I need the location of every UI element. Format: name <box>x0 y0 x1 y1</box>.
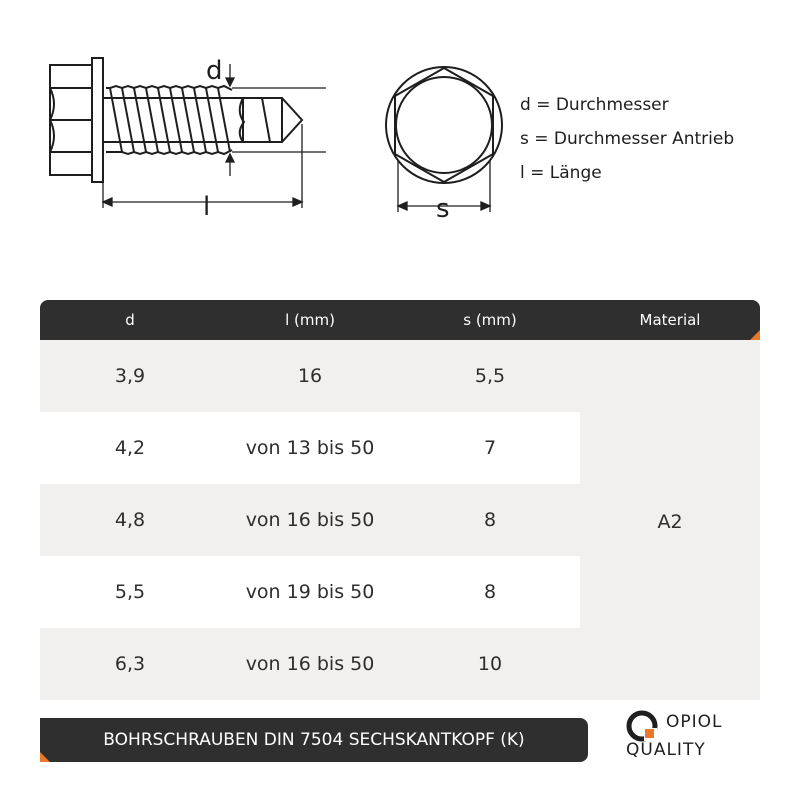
table-row <box>40 628 580 700</box>
product-title: BOHRSCHRAUBEN DIN 7504 SECHSKANTKOPF (K) <box>103 730 525 750</box>
cell-d: 4,8 <box>114 509 146 531</box>
table-row <box>40 484 580 556</box>
spec-table <box>40 300 760 675</box>
cell-d: 4,2 <box>114 437 146 459</box>
legend <box>520 88 734 190</box>
table-row <box>40 340 580 412</box>
table-row <box>40 412 580 484</box>
drill-tip <box>243 98 302 142</box>
dim-label-l: l <box>203 192 211 222</box>
material-value: A2 <box>657 511 683 533</box>
cell-l: von 16 bis 50 <box>245 509 375 531</box>
header-s: s (mm) <box>463 311 517 329</box>
brand-name: OPIOL <box>666 712 723 732</box>
legend-item-s: s = Durchmesser Antrieb <box>520 129 735 149</box>
cell-l: von 16 bis 50 <box>245 653 375 675</box>
legend-item-d: d = Durchmesser <box>520 95 669 115</box>
cell-l: von 13 bis 50 <box>245 437 375 459</box>
legend-item-l: l = Länge <box>520 163 602 183</box>
cell-s: 5,5 <box>474 365 506 387</box>
cell-s: 8 <box>483 509 497 531</box>
cell-d: 3,9 <box>114 365 146 387</box>
cell-s: 7 <box>483 437 497 459</box>
cell-s: 8 <box>483 581 497 603</box>
table-header <box>40 300 760 340</box>
header-d: d <box>125 311 135 329</box>
screw-head-top <box>386 67 502 183</box>
opiol-logo-icon <box>626 710 660 744</box>
cell-d: 5,5 <box>114 581 146 603</box>
cell-l: von 19 bis 50 <box>245 581 375 603</box>
hex-outline <box>395 68 493 182</box>
product-title-bar <box>40 718 588 762</box>
header-l: l (mm) <box>285 311 335 329</box>
brand-tagline: QUALITY <box>626 740 706 760</box>
cell-l: 16 <box>297 365 323 387</box>
table-row <box>40 556 580 628</box>
screw-flange <box>92 58 103 182</box>
cell-s: 10 <box>477 653 503 675</box>
brand-logo <box>626 708 766 768</box>
cell-d: 6,3 <box>114 653 146 675</box>
dim-label-d: d <box>206 56 223 86</box>
header-material: Material <box>639 311 701 329</box>
dim-label-s: s <box>436 194 450 224</box>
